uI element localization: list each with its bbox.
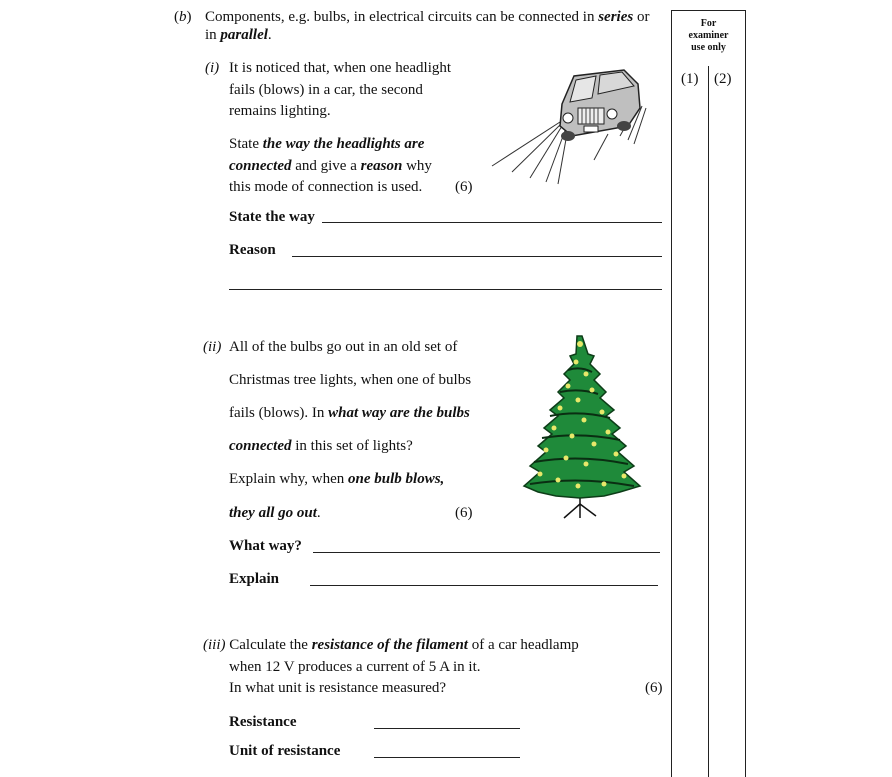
q-iii-resistance-label: Resistance <box>229 714 297 730</box>
q-iii-text-2: when 12 V produces a current of 5 A in it. <box>229 659 481 675</box>
q-iii-text-1-tail: of a car headlamp <box>467 637 579 653</box>
q-iii-text-1-plain: Calculate the <box>225 637 312 653</box>
examiner-border-left <box>671 10 672 777</box>
q-ii-text-5 <box>229 470 444 488</box>
examiner-line2: examiner <box>688 30 729 41</box>
q-i-reason-answer-line[interactable] <box>292 256 662 257</box>
examiner-line1: For <box>700 18 717 29</box>
q-ii-label: (ii) <box>203 339 222 355</box>
q-iii-unit-answer-line[interactable] <box>374 757 520 758</box>
examiner-border-right <box>745 10 746 777</box>
q-i-text-3: remains lighting. <box>229 103 331 119</box>
q-i-label: (i) <box>205 60 220 76</box>
car-headlights-icon <box>488 64 663 189</box>
q-i-state-1-emph: the way the headlights are <box>262 136 425 152</box>
q-ii-marks: (6) <box>455 505 473 521</box>
q-ii-text-4 <box>229 437 413 455</box>
intro-text: Components, e.g. bulbs, in electrical circuits can be connected in <box>205 9 599 25</box>
q-i-marks: (6) <box>455 179 473 195</box>
q-iii-text-1-emph: resistance of the filament <box>311 637 468 653</box>
q-ii-text-6-emph: they all go out <box>229 505 317 521</box>
q-i-state-2 <box>229 157 432 175</box>
q-i-state-2-plain: and give a <box>291 158 361 174</box>
q-ii-text-3-plain: fails (blows). In <box>229 405 329 421</box>
intro-end: . <box>267 27 272 43</box>
q-ii-text-1: All of the bulbs go out in an old set of <box>229 339 458 355</box>
q-iii-marks: (6) <box>645 680 663 696</box>
q-iii-label: (iii) <box>203 637 226 653</box>
q-ii-text-4-plain: in this set of lights? <box>291 438 413 454</box>
examiner-line3: use only <box>691 42 726 53</box>
q-ii-text-2: Christmas tree lights, when one of bulbs <box>229 372 472 388</box>
q-i-reason-answer-line-2[interactable] <box>229 289 662 290</box>
q-i-state-1-plain: State <box>229 136 263 152</box>
q-ii-way-answer-line[interactable] <box>313 552 660 553</box>
examiner-header <box>672 18 745 54</box>
q-ii-text-5-plain: Explain why, when <box>229 471 349 487</box>
q-iii-unit-label: Unit of resistance <box>229 743 341 759</box>
intro-or: or <box>633 9 650 25</box>
examiner-col1-label: (1) <box>681 71 699 87</box>
q-ii-way-label: What way? <box>229 538 302 554</box>
q-iii-text-3: In what unit is resistance measured? <box>229 680 447 696</box>
examiner-border-top <box>671 10 745 11</box>
intro-in: in <box>205 27 221 43</box>
q-i-reason-label: Reason <box>229 242 276 258</box>
q-ii-text-6 <box>229 504 321 522</box>
q-i-state-2-reason: reason <box>360 158 403 174</box>
q-i-state-2-end: why <box>402 158 432 174</box>
q-ii-explain-answer-line[interactable] <box>310 585 658 586</box>
part-b-label: (b) <box>174 9 192 25</box>
q-i-way-label: State the way <box>229 209 315 225</box>
q-i-text-1: It is noticed that, when one headlight <box>229 60 452 76</box>
part-b-intro-line2 <box>205 26 272 44</box>
q-i-text-2: fails (blows) in a car, the second <box>229 82 423 98</box>
q-i-state-1 <box>229 135 424 153</box>
examiner-col2-label: (2) <box>714 71 732 87</box>
intro-parallel: parallel <box>220 27 268 43</box>
q-i-way-answer-line[interactable] <box>322 222 662 223</box>
q-iii-resistance-answer-line[interactable] <box>374 728 520 729</box>
part-b-intro-line1 <box>205 8 649 26</box>
q-ii-text-3 <box>229 404 470 422</box>
christmas-tree-icon <box>520 334 645 520</box>
q-i-state-3: this mode of connection is used. <box>229 179 423 195</box>
q-ii-text-3-emph: what way are the bulbs <box>328 405 470 421</box>
q-iii-text-1 <box>203 636 579 654</box>
q-ii-explain-label: Explain <box>229 571 280 587</box>
q-ii-text-4-emph: connected <box>229 438 292 454</box>
intro-series: series <box>598 9 634 25</box>
q-ii-text-5-emph: one bulb blows, <box>348 471 445 487</box>
examiner-col-divider <box>708 66 709 777</box>
q-ii-text-6-plain: . <box>316 505 321 521</box>
q-i-state-2-emph: connected <box>229 158 292 174</box>
